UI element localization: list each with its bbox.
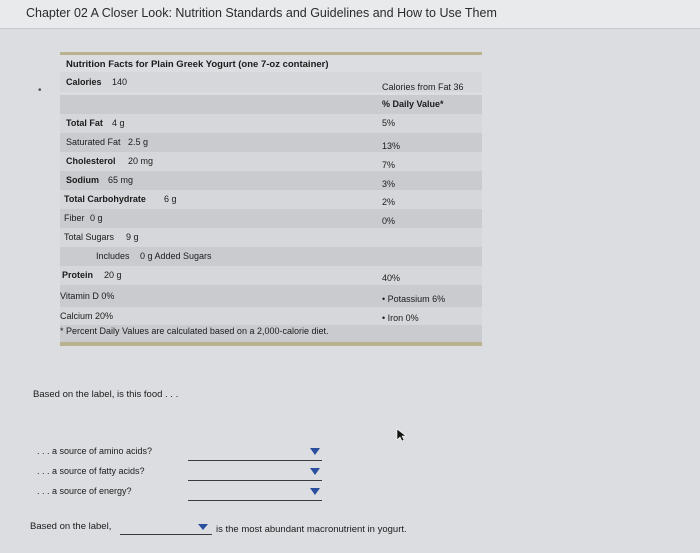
dv-header-row (60, 95, 482, 114)
footnote-row (60, 325, 482, 342)
nutrient-amount: 20 mg (128, 156, 154, 166)
question-fatty-acids: . . . a source of fatty acids? (37, 466, 145, 476)
nutrient-row (60, 190, 482, 209)
daily-value-header: % Daily Value* (382, 99, 444, 109)
nutrient-dv: 13% (382, 141, 401, 151)
nutrient-dv: 7% (382, 160, 396, 170)
calories-value: 140 (112, 77, 128, 87)
question-amino-acids: . . . a source of amino acids? (37, 446, 153, 456)
nutrient-name: Protein (62, 270, 94, 280)
nutrient-name: Total Sugars (64, 232, 115, 242)
chevron-down-icon[interactable] (310, 488, 320, 495)
calories-from-fat: Calories from Fat 36 (382, 82, 464, 92)
energy-dropdown[interactable] (188, 486, 322, 501)
nutrient-dv: 0% (382, 216, 396, 226)
nutrient-row (60, 266, 482, 285)
question-energy: . . . a source of energy? (37, 486, 132, 496)
chevron-down-icon[interactable] (198, 524, 208, 530)
calories-label: Calories (66, 77, 102, 87)
chevron-down-icon[interactable] (310, 468, 320, 475)
question-intro: Based on the label, is this food . . . (33, 389, 179, 400)
nutrient-row (60, 114, 482, 133)
chevron-down-icon[interactable] (310, 448, 320, 455)
nutrient-amount: 20 g (104, 270, 122, 280)
nutrient-amount: 9 g (126, 232, 139, 242)
vitamin-row (60, 285, 482, 307)
nutrient-row (60, 133, 482, 152)
nutrient-amount: 0 g Added Sugars (140, 251, 212, 261)
final-question-suffix: is the most abundant macronutrient in yogurt. (216, 524, 407, 535)
nutrition-facts-panel (52, 40, 484, 356)
label-top-rule (60, 52, 482, 55)
label-title: Nutrition Facts for Plain Greek Yogurt (one 7-oz container) (66, 59, 329, 70)
fatty-acids-dropdown[interactable] (188, 466, 322, 481)
bullet-dot-icon: • (38, 85, 42, 96)
calcium: Calcium 20% (60, 311, 114, 321)
nutrient-amount: 4 g (112, 118, 125, 128)
mouse-cursor-icon (396, 428, 408, 442)
nutrient-row (60, 152, 482, 171)
amino-acids-dropdown[interactable] (188, 446, 322, 461)
nutrient-name: Includes (96, 251, 130, 261)
nutrient-row (60, 228, 482, 247)
nutrient-name: Total Fat (66, 118, 103, 128)
chapter-title: Chapter 02 A Closer Look: Nutrition Standards and Guidelines and How to Use Them (26, 6, 497, 20)
label-bottom-rule (60, 342, 482, 346)
nutrient-row (60, 171, 482, 190)
nutrient-name: Fiber (64, 213, 85, 223)
nutrient-dv: 3% (382, 179, 396, 189)
dv-footnote: * Percent Daily Values are calculated based on a 2,000-calorie diet. (60, 326, 329, 336)
nutrient-dv: 40% (382, 273, 401, 283)
nutrient-amount: 0 g (90, 213, 103, 223)
nutrient-name: Saturated Fat (66, 137, 121, 147)
vitamin-d: Vitamin D 0% (60, 291, 115, 301)
nutrient-row (60, 247, 482, 266)
page-header (0, 0, 700, 29)
macronutrient-dropdown[interactable] (120, 520, 212, 535)
iron: • Iron 0% (382, 313, 419, 323)
nutrient-amount: 2.5 g (128, 137, 149, 147)
nutrient-name: Cholesterol (66, 156, 116, 166)
nutrient-amount: 6 g (164, 194, 177, 204)
nutrient-dv: 2% (382, 197, 396, 207)
final-question-prefix: Based on the label, (30, 521, 112, 532)
nutrient-dv: 5% (382, 118, 396, 128)
nutrient-amount: 65 mg (108, 175, 134, 185)
nutrient-name: Sodium (66, 175, 99, 185)
potassium: • Potassium 6% (382, 294, 446, 304)
nutrient-row (60, 209, 482, 228)
nutrient-name: Total Carbohydrate (64, 194, 146, 204)
